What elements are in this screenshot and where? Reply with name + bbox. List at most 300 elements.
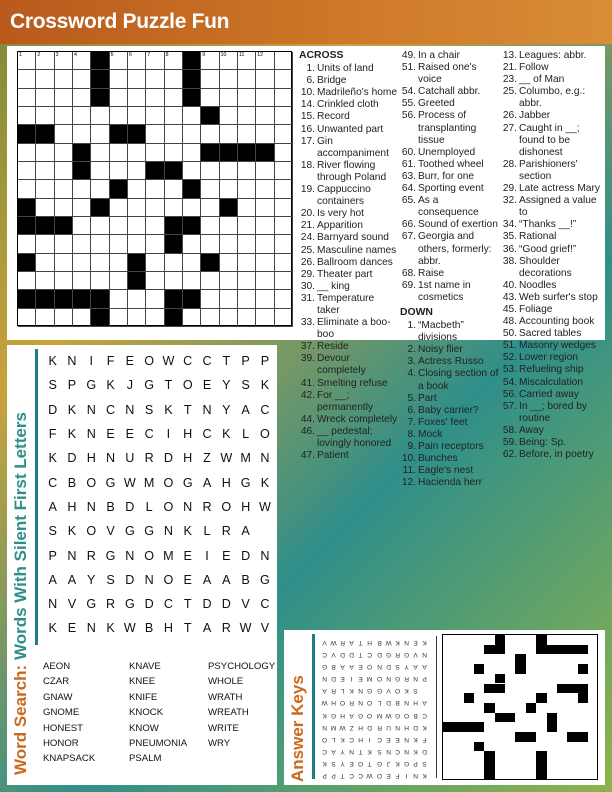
crossword-cell[interactable] [238, 309, 256, 327]
crossword-cell[interactable] [18, 70, 36, 88]
crossword-cell[interactable] [256, 107, 274, 125]
wordsearch-letter[interactable]: W [220, 451, 233, 466]
crossword-cell[interactable] [238, 107, 256, 125]
wordsearch-letter[interactable]: P [241, 354, 250, 369]
crossword-cell[interactable] [110, 52, 128, 70]
crossword-cell[interactable] [220, 162, 238, 180]
crossword-cell[interactable] [201, 180, 219, 198]
crossword-cell[interactable] [73, 89, 91, 107]
wordsearch-letter[interactable]: A [202, 621, 212, 636]
wordsearch-letter[interactable]: S [106, 572, 115, 587]
wordsearch-letter[interactable]: D [241, 548, 251, 563]
crossword-cell[interactable] [128, 144, 146, 162]
wordsearch-letter[interactable]: A [241, 402, 250, 417]
wordsearch-letter[interactable]: H [183, 451, 193, 466]
crossword-cell[interactable] [128, 89, 146, 107]
wordsearch-letter[interactable]: A [241, 524, 250, 539]
crossword-cell[interactable] [110, 107, 128, 125]
crossword-cell[interactable] [256, 290, 274, 308]
crossword-cell[interactable] [36, 180, 54, 198]
crossword-cell[interactable] [275, 235, 293, 253]
crossword-cell[interactable] [128, 199, 146, 217]
wordsearch-letter[interactable]: K [260, 378, 270, 393]
crossword-cell[interactable] [201, 309, 219, 327]
crossword-cell[interactable] [91, 235, 109, 253]
crossword-cell[interactable] [146, 199, 164, 217]
crossword-cell[interactable] [73, 235, 91, 253]
wordsearch-letter[interactable]: F [106, 354, 115, 369]
wordsearch-letter[interactable]: B [144, 621, 154, 636]
wordsearch-letter[interactable]: K [67, 427, 77, 442]
crossword-cell[interactable] [36, 144, 54, 162]
crossword-cell[interactable] [220, 180, 238, 198]
crossword-cell[interactable] [238, 180, 256, 198]
crossword-cell[interactable] [18, 309, 36, 327]
wordsearch-letter[interactable]: N [86, 621, 96, 636]
crossword-cell[interactable] [73, 254, 91, 272]
wordsearch-letter[interactable]: O [86, 524, 97, 539]
crossword-cell[interactable] [36, 199, 54, 217]
wordsearch-letter[interactable]: E [202, 378, 212, 393]
crossword-cell[interactable] [183, 125, 201, 143]
crossword-cell[interactable] [256, 309, 274, 327]
wordsearch-letter[interactable]: I [166, 427, 171, 442]
crossword-cell[interactable] [36, 89, 54, 107]
crossword-cell[interactable] [183, 107, 201, 125]
crossword-cell[interactable] [275, 217, 293, 235]
wordsearch-letter[interactable]: G [124, 524, 135, 539]
crossword-cell[interactable] [91, 180, 109, 198]
wordsearch-letter[interactable]: N [86, 402, 96, 417]
crossword-cell[interactable] [183, 199, 201, 217]
crossword-cell[interactable] [256, 272, 274, 290]
wordsearch-letter[interactable]: N [260, 451, 270, 466]
crossword-cell[interactable] [220, 125, 238, 143]
crossword-cell[interactable] [55, 89, 73, 107]
crossword-cell[interactable] [238, 70, 256, 88]
crossword-cell[interactable] [36, 107, 54, 125]
crossword-cell[interactable] [110, 217, 128, 235]
crossword-cell[interactable] [55, 309, 73, 327]
crossword-cell[interactable] [238, 235, 256, 253]
crossword-cell[interactable] [275, 52, 293, 70]
crossword-cell[interactable] [128, 309, 146, 327]
crossword-cell[interactable] [36, 70, 54, 88]
crossword-cell[interactable] [165, 107, 183, 125]
crossword-cell[interactable] [201, 272, 219, 290]
wordsearch-letter[interactable]: Z [203, 451, 211, 466]
crossword-cell[interactable] [146, 217, 164, 235]
crossword-cell[interactable] [256, 217, 274, 235]
crossword-cell[interactable] [128, 290, 146, 308]
wordsearch-letter[interactable]: S [144, 402, 154, 417]
crossword-cell[interactable] [91, 162, 109, 180]
wordsearch-letter[interactable]: T [164, 378, 173, 393]
wordsearch-letter[interactable]: E [125, 354, 135, 369]
wordsearch-letter[interactable]: H [86, 451, 96, 466]
crossword-cell[interactable] [110, 199, 128, 217]
wordsearch-letter[interactable]: G [240, 475, 251, 490]
crossword-cell[interactable] [73, 125, 91, 143]
crossword-cell[interactable] [165, 180, 183, 198]
wordsearch-letter[interactable]: K [106, 621, 115, 636]
wordsearch-letter[interactable]: C [202, 427, 212, 442]
wordsearch-letter[interactable]: O [163, 572, 174, 587]
wordsearch-letter[interactable]: G [105, 548, 116, 563]
crossword-cell[interactable] [36, 254, 54, 272]
crossword-cell[interactable] [220, 309, 238, 327]
crossword-cell[interactable] [36, 162, 54, 180]
wordsearch-letter[interactable]: I [89, 354, 93, 369]
crossword-cell[interactable] [275, 125, 293, 143]
wordsearch-letter[interactable]: D [221, 597, 231, 612]
wordsearch-letter[interactable]: K [67, 402, 77, 417]
wordsearch-letter[interactable]: V [106, 524, 115, 539]
crossword-cell[interactable] [55, 52, 73, 70]
crossword-cell[interactable] [146, 144, 164, 162]
crossword-cell[interactable] [238, 52, 256, 70]
crossword-cell[interactable] [73, 180, 91, 198]
crossword-cell[interactable] [183, 162, 201, 180]
crossword-cell[interactable] [73, 272, 91, 290]
wordsearch-letter[interactable]: N [48, 597, 58, 612]
crossword-cell[interactable] [146, 89, 164, 107]
wordsearch-letter[interactable]: V [67, 597, 77, 612]
wordsearch-letter[interactable]: G [105, 475, 116, 490]
crossword-cell[interactable] [201, 290, 219, 308]
crossword-cell[interactable] [238, 217, 256, 235]
crossword-cell[interactable] [36, 52, 54, 70]
wordsearch-letter[interactable]: N [86, 427, 96, 442]
crossword-cell[interactable] [36, 235, 54, 253]
crossword-cell[interactable] [55, 180, 73, 198]
wordsearch-letter[interactable]: M [163, 548, 174, 563]
crossword-cell[interactable] [256, 89, 274, 107]
wordsearch-letter[interactable]: G [182, 475, 193, 490]
wordsearch-letter[interactable]: B [241, 572, 250, 587]
wordsearch-letter[interactable]: N [67, 354, 77, 369]
crossword-cell[interactable] [91, 107, 109, 125]
crossword-cell[interactable] [146, 107, 164, 125]
wordsearch-letter[interactable]: O [163, 499, 174, 514]
wordsearch-letter[interactable]: R [86, 548, 96, 563]
crossword-cell[interactable] [55, 272, 73, 290]
wordsearch-letter[interactable]: V [260, 621, 270, 636]
wordsearch-letter[interactable]: K [164, 402, 173, 417]
crossword-cell[interactable] [165, 272, 183, 290]
crossword-cell[interactable] [55, 125, 73, 143]
wordsearch-letter[interactable]: K [48, 354, 57, 369]
wordsearch-letter[interactable]: R [202, 499, 212, 514]
wordsearch-letter[interactable]: P [260, 354, 270, 369]
crossword-cell[interactable] [110, 309, 128, 327]
wordsearch-letter[interactable]: L [242, 427, 250, 442]
wordsearch-letter[interactable]: W [162, 354, 175, 369]
wordsearch-letter[interactable]: C [144, 427, 154, 442]
wordsearch-letter[interactable]: T [222, 354, 231, 369]
crossword-cell[interactable] [165, 199, 183, 217]
wordsearch-letter[interactable]: A [48, 572, 57, 587]
crossword-cell[interactable] [220, 290, 238, 308]
wordsearch-letter[interactable]: C [260, 597, 270, 612]
crossword-cell[interactable] [128, 235, 146, 253]
crossword-cell[interactable] [18, 144, 36, 162]
crossword-cell[interactable] [110, 235, 128, 253]
wordsearch-letter[interactable]: Y [222, 378, 231, 393]
crossword-cell[interactable] [201, 162, 219, 180]
crossword-cell[interactable] [55, 199, 73, 217]
wordsearch-letter[interactable]: K [48, 451, 57, 466]
wordsearch-letter[interactable]: O [260, 427, 270, 442]
wordsearch-letter[interactable]: G [144, 524, 155, 539]
crossword-cell[interactable] [256, 180, 274, 198]
crossword-cell[interactable] [73, 70, 91, 88]
wordsearch-letter[interactable]: K [260, 475, 270, 490]
wordsearch-letter[interactable]: P [67, 378, 77, 393]
wordsearch-letter[interactable]: K [183, 524, 192, 539]
crossword-cell[interactable] [128, 52, 146, 70]
crossword-cell[interactable] [165, 89, 183, 107]
wordsearch-letter[interactable]: K [106, 378, 115, 393]
crossword-cell[interactable] [146, 235, 164, 253]
wordsearch-letter[interactable]: S [48, 378, 57, 393]
wordsearch-letter[interactable]: D [48, 402, 58, 417]
crossword-cell[interactable] [165, 70, 183, 88]
wordsearch-letter[interactable]: D [125, 572, 135, 587]
crossword-cell[interactable] [275, 199, 293, 217]
wordsearch-letter[interactable]: U [125, 451, 135, 466]
wordsearch-letter[interactable]: T [183, 597, 192, 612]
crossword-cell[interactable] [110, 70, 128, 88]
crossword-cell[interactable] [256, 254, 274, 272]
wordsearch-letter[interactable]: W [239, 621, 252, 636]
wordsearch-letter[interactable]: W [258, 499, 271, 514]
crossword-cell[interactable] [146, 52, 164, 70]
crossword-cell[interactable] [256, 70, 274, 88]
wordsearch-letter[interactable]: C [260, 402, 270, 417]
wordsearch-letter[interactable]: G [86, 597, 97, 612]
wordsearch-letter[interactable]: D [163, 451, 173, 466]
wordsearch-letter[interactable]: R [105, 597, 116, 612]
crossword-cell[interactable] [238, 89, 256, 107]
wordsearch-letter[interactable]: O [163, 475, 174, 490]
wordsearch-letter[interactable]: N [260, 548, 270, 563]
wordsearch-letter[interactable]: A [222, 572, 231, 587]
crossword-cell[interactable] [91, 144, 109, 162]
crossword-cell[interactable] [275, 144, 293, 162]
wordsearch-letter[interactable]: K [222, 427, 231, 442]
crossword-cell[interactable] [165, 52, 183, 70]
crossword-cell[interactable] [73, 107, 91, 125]
crossword-cell[interactable] [91, 254, 109, 272]
crossword-cell[interactable] [146, 272, 164, 290]
crossword-cell[interactable] [55, 107, 73, 125]
wordsearch-letter[interactable]: B [67, 475, 77, 490]
wordsearch-letter[interactable]: G [260, 572, 270, 587]
crossword-cell[interactable] [55, 162, 73, 180]
wordsearch-letter[interactable]: T [183, 621, 192, 636]
crossword-cell[interactable] [165, 144, 183, 162]
crossword-cell[interactable] [128, 70, 146, 88]
crossword-cell[interactable] [183, 254, 201, 272]
wordsearch-letter[interactable]: Y [222, 402, 231, 417]
wordsearch-letter[interactable]: V [241, 597, 250, 612]
crossword-cell[interactable] [128, 107, 146, 125]
wordsearch-letter[interactable]: H [163, 621, 173, 636]
crossword-cell[interactable] [55, 235, 73, 253]
wordsearch-letter[interactable]: A [67, 572, 77, 587]
crossword-cell[interactable] [128, 180, 146, 198]
crossword-cell[interactable] [201, 217, 219, 235]
wordsearch-letter[interactable]: D [144, 597, 154, 612]
wordsearch-letter[interactable]: N [125, 548, 135, 563]
wordsearch-letter[interactable]: N [163, 524, 173, 539]
crossword-cell[interactable] [110, 89, 128, 107]
crossword-cell[interactable] [146, 70, 164, 88]
crossword-cell[interactable] [165, 125, 183, 143]
wordsearch-letter[interactable]: O [144, 354, 155, 369]
crossword-cell[interactable] [201, 199, 219, 217]
wordsearch-letter[interactable]: C [105, 402, 116, 417]
crossword-cell[interactable] [55, 144, 73, 162]
crossword-cell[interactable] [201, 70, 219, 88]
crossword-cell[interactable] [73, 309, 91, 327]
crossword-cell[interactable] [238, 254, 256, 272]
wordsearch-letter[interactable]: L [203, 524, 211, 539]
crossword-grid[interactable] [17, 51, 292, 326]
crossword-cell[interactable] [110, 290, 128, 308]
wordsearch-letter[interactable]: R [221, 621, 231, 636]
crossword-cell[interactable] [256, 52, 274, 70]
crossword-cell[interactable] [146, 254, 164, 272]
wordsearch-letter[interactable]: N [125, 402, 135, 417]
wordsearch-letter[interactable]: I [205, 548, 209, 563]
crossword-cell[interactable] [110, 272, 128, 290]
wordsearch-letter[interactable]: H [183, 427, 193, 442]
wordsearch-letter[interactable]: E [67, 621, 77, 636]
crossword-cell[interactable] [18, 89, 36, 107]
wordsearch-letter[interactable]: O [221, 499, 232, 514]
wordsearch-letter[interactable]: E [183, 548, 192, 563]
wordsearch-letter[interactable]: D [202, 597, 212, 612]
wordsearch-letter[interactable]: H [241, 499, 251, 514]
crossword-cell[interactable] [36, 309, 54, 327]
wordsearch-letter[interactable]: N [86, 499, 96, 514]
crossword-cell[interactable] [275, 309, 293, 327]
crossword-cell[interactable] [220, 52, 238, 70]
crossword-cell[interactable] [256, 125, 274, 143]
wordsearch-letter[interactable]: A [202, 475, 212, 490]
crossword-cell[interactable] [238, 272, 256, 290]
wordsearch-letter[interactable]: E [106, 427, 115, 442]
crossword-cell[interactable] [146, 290, 164, 308]
wordsearch-letter[interactable]: G [86, 378, 97, 393]
wordsearch-letter[interactable]: L [145, 499, 153, 514]
crossword-cell[interactable] [201, 89, 219, 107]
wordsearch-letter[interactable]: O [182, 378, 193, 393]
crossword-cell[interactable] [36, 272, 54, 290]
crossword-cell[interactable] [275, 107, 293, 125]
crossword-cell[interactable] [73, 52, 91, 70]
wordsearch-letter[interactable]: T [183, 402, 192, 417]
crossword-cell[interactable] [220, 235, 238, 253]
crossword-cell[interactable] [201, 125, 219, 143]
crossword-cell[interactable] [275, 162, 293, 180]
crossword-cell[interactable] [18, 272, 36, 290]
wordsearch-letter[interactable]: S [241, 378, 250, 393]
crossword-cell[interactable] [18, 107, 36, 125]
crossword-cell[interactable] [128, 162, 146, 180]
crossword-cell[interactable] [220, 217, 238, 235]
crossword-cell[interactable] [275, 70, 293, 88]
wordsearch-letter[interactable]: D [125, 499, 135, 514]
crossword-cell[interactable] [220, 70, 238, 88]
crossword-cell[interactable] [73, 217, 91, 235]
wordsearch-letter[interactable]: W [123, 621, 136, 636]
wordsearch-letter[interactable]: N [144, 572, 154, 587]
crossword-cell[interactable] [18, 235, 36, 253]
crossword-cell[interactable] [91, 125, 109, 143]
crossword-cell[interactable] [201, 235, 219, 253]
crossword-cell[interactable] [146, 309, 164, 327]
wordsearch-letter[interactable]: N [67, 548, 77, 563]
wordsearch-letter[interactable]: C [48, 475, 58, 490]
wordsearch-letter[interactable]: Y [87, 572, 96, 587]
crossword-cell[interactable] [238, 290, 256, 308]
crossword-cell[interactable] [146, 180, 164, 198]
wordsearch-letter[interactable]: S [48, 524, 57, 539]
crossword-cell[interactable] [55, 254, 73, 272]
crossword-cell[interactable] [146, 125, 164, 143]
crossword-cell[interactable] [275, 272, 293, 290]
wordsearch-letter[interactable]: F [48, 427, 57, 442]
wordsearch-letter[interactable]: N [105, 451, 116, 466]
wordsearch-letter[interactable]: R [221, 524, 231, 539]
wordsearch-letter[interactable]: H [221, 475, 231, 490]
crossword-cell[interactable] [91, 272, 109, 290]
crossword-cell[interactable] [165, 254, 183, 272]
crossword-cell[interactable] [256, 235, 274, 253]
crossword-cell[interactable] [220, 254, 238, 272]
wordsearch-letter[interactable]: K [67, 524, 77, 539]
wordsearch-letter[interactable]: P [48, 548, 57, 563]
crossword-cell[interactable] [238, 162, 256, 180]
wordsearch-letter[interactable]: B [106, 499, 115, 514]
wordsearch-letter[interactable]: C [183, 354, 193, 369]
crossword-cell[interactable] [183, 144, 201, 162]
wordsearch-letter[interactable]: C [202, 354, 212, 369]
crossword-cell[interactable] [275, 254, 293, 272]
crossword-cell[interactable] [18, 162, 36, 180]
wordsearch-letter[interactable]: M [240, 451, 251, 466]
crossword-cell[interactable] [275, 89, 293, 107]
wordsearch-letter[interactable]: N [202, 402, 212, 417]
crossword-cell[interactable] [110, 162, 128, 180]
crossword-cell[interactable] [18, 180, 36, 198]
crossword-cell[interactable] [201, 52, 219, 70]
wordsearch-letter[interactable]: W [123, 475, 136, 490]
crossword-cell[interactable] [275, 180, 293, 198]
crossword-cell[interactable] [220, 107, 238, 125]
crossword-cell[interactable] [110, 254, 128, 272]
crossword-cell[interactable] [256, 162, 274, 180]
crossword-cell[interactable] [183, 235, 201, 253]
wordsearch-letter[interactable]: C [163, 597, 173, 612]
wordsearch-letter[interactable]: E [125, 427, 135, 442]
wordsearch-letter[interactable]: E [222, 548, 231, 563]
crossword-cell[interactable] [256, 199, 274, 217]
crossword-cell[interactable] [55, 70, 73, 88]
